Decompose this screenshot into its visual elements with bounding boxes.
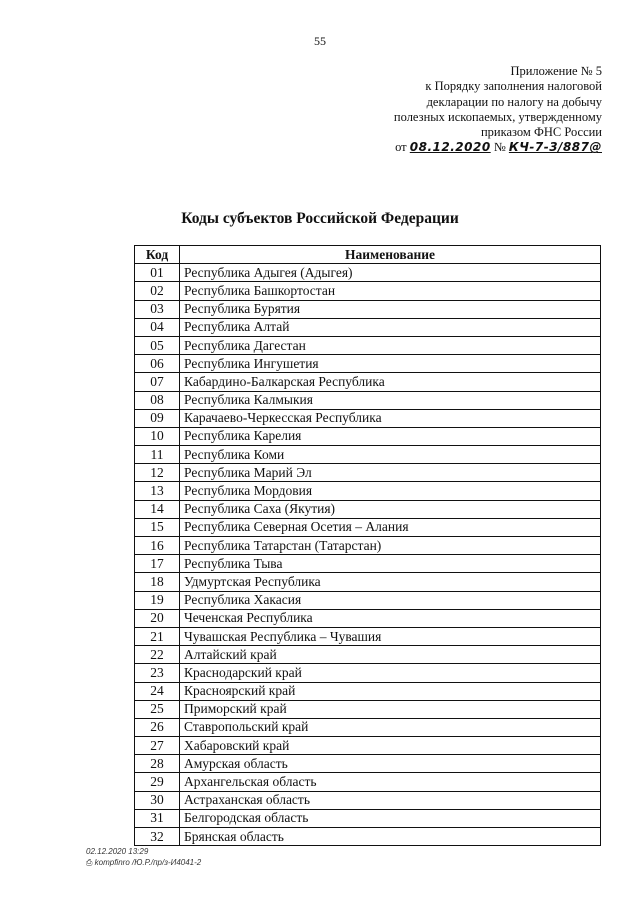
region-code: 29: [135, 773, 180, 791]
appendix-line: приказом ФНС России: [480, 125, 602, 140]
region-code: 32: [135, 828, 180, 846]
appendix-header: [342, 64, 602, 156]
region-code: 05: [135, 336, 180, 354]
region-name: Республика Дагестан: [180, 336, 601, 354]
region-code: 24: [135, 682, 180, 700]
region-name: Чеченская Республика: [180, 609, 601, 627]
region-code: 20: [135, 609, 180, 627]
page-number: 55: [314, 34, 326, 48]
table-row: [135, 773, 601, 791]
region-name: Республика Северная Осетия – Алания: [180, 518, 601, 536]
region-code: 28: [135, 755, 180, 773]
region-code: 30: [135, 791, 180, 809]
region-name: Республика Мордовия: [180, 482, 601, 500]
table-row: [135, 718, 601, 736]
region-name: Архангельская область: [180, 773, 601, 791]
stamp-source: [86, 857, 201, 868]
table-row: [135, 737, 601, 755]
column-header-name: Наименование: [180, 246, 601, 264]
table-row: [135, 318, 601, 336]
region-code: 02: [135, 282, 180, 300]
table-row: [135, 482, 601, 500]
region-code: 14: [135, 500, 180, 518]
region-name: Республика Марий Эл: [180, 464, 601, 482]
region-code: 23: [135, 664, 180, 682]
table-row: [135, 609, 601, 627]
table-row: [135, 828, 601, 846]
region-code: 25: [135, 700, 180, 718]
region-name: Алтайский край: [180, 646, 601, 664]
region-code: 11: [135, 446, 180, 464]
table-row: [135, 791, 601, 809]
appendix-line: Приложение № 5: [510, 64, 602, 78]
region-name: Республика Тыва: [180, 555, 601, 573]
table-row: [135, 446, 601, 464]
table-row: [135, 755, 601, 773]
table-row: [135, 427, 601, 445]
region-codes-table: [134, 245, 601, 846]
region-name: Красноярский край: [180, 682, 601, 700]
region-code: 13: [135, 482, 180, 500]
table-row: [135, 537, 601, 555]
region-code: 19: [135, 591, 180, 609]
table-row: [135, 664, 601, 682]
table-row: [135, 627, 601, 645]
region-name: Республика Бурятия: [180, 300, 601, 318]
region-code: 06: [135, 355, 180, 373]
order-prefix: от: [395, 140, 407, 155]
region-code: 12: [135, 464, 180, 482]
region-name: Республика Адыгея (Адыгея): [180, 264, 601, 282]
region-code: 07: [135, 373, 180, 391]
table-row: [135, 573, 601, 591]
table-row: [135, 409, 601, 427]
region-name: Амурская область: [180, 755, 601, 773]
table-header-row: [135, 246, 601, 264]
table-row: [135, 391, 601, 409]
table-row: [135, 500, 601, 518]
table-row: [135, 336, 601, 354]
document-title: Коды субъектов Российской Федерации: [181, 210, 459, 227]
order-number-label: №: [493, 140, 506, 155]
region-name: Ставропольский край: [180, 718, 601, 736]
region-name: Хабаровский край: [180, 737, 601, 755]
table-row: [135, 373, 601, 391]
table-row: [135, 591, 601, 609]
table-row: [135, 464, 601, 482]
table-row: [135, 300, 601, 318]
table-row: [135, 682, 601, 700]
region-code: 26: [135, 718, 180, 736]
region-code: 31: [135, 809, 180, 827]
region-name: Чувашская Республика – Чувашия: [180, 627, 601, 645]
order-number: КЧ-7-3/887@: [508, 140, 602, 155]
region-code: 27: [135, 737, 180, 755]
appendix-line: к Порядку заполнения налоговой: [425, 79, 602, 94]
table-row: [135, 646, 601, 664]
region-code: 18: [135, 573, 180, 591]
region-name: Кабардино-Балкарская Республика: [180, 373, 601, 391]
region-name: Республика Саха (Якутия): [180, 500, 601, 518]
region-code: 04: [135, 318, 180, 336]
region-name: Удмуртская Республика: [180, 573, 601, 591]
region-name: Республика Карелия: [180, 427, 601, 445]
region-name: Приморский край: [180, 700, 601, 718]
region-name: Белгородская область: [180, 809, 601, 827]
appendix-line: декларации по налогу на добычу: [426, 94, 602, 109]
region-name: Республика Башкортостан: [180, 282, 601, 300]
region-name: Астраханская область: [180, 791, 601, 809]
region-name: Республика Алтай: [180, 318, 601, 336]
region-name: Республика Калмыкия: [180, 391, 601, 409]
column-header-code: Код: [135, 246, 180, 264]
order-date: 08.12.2020: [409, 140, 491, 155]
table-row: [135, 264, 601, 282]
table-body: [135, 264, 601, 846]
region-name: Республика Коми: [180, 446, 601, 464]
region-name: Краснодарский край: [180, 664, 601, 682]
region-code: 03: [135, 300, 180, 318]
table-row: [135, 282, 601, 300]
region-name: Брянская область: [180, 828, 601, 846]
table-row: [135, 355, 601, 373]
table-row: [135, 518, 601, 536]
region-name: Республика Ингушетия: [180, 355, 601, 373]
region-code: 16: [135, 537, 180, 555]
printer-icon: ⎙: [86, 858, 93, 867]
region-code: 10: [135, 427, 180, 445]
table-row: [135, 555, 601, 573]
stamp-timestamp: 02.12.2020 13:29: [86, 847, 149, 856]
appendix-line: полезных ископаемых, утвержденному: [393, 109, 602, 124]
order-line: [342, 140, 602, 155]
region-code: 22: [135, 646, 180, 664]
stamp-source-text: kompfinro /Ю.Р./пр/з-И4041-2: [94, 858, 202, 867]
table-row: [135, 700, 601, 718]
region-code: 15: [135, 518, 180, 536]
region-name: Карачаево-Черкесская Республика: [180, 409, 601, 427]
print-stamp: [86, 846, 201, 868]
region-name: Республика Татарстан (Татарстан): [180, 537, 601, 555]
region-name: Республика Хакасия: [180, 591, 601, 609]
region-code: 21: [135, 627, 180, 645]
region-code: 01: [135, 264, 180, 282]
region-code: 17: [135, 555, 180, 573]
region-code: 08: [135, 391, 180, 409]
table-row: [135, 809, 601, 827]
region-code: 09: [135, 409, 180, 427]
